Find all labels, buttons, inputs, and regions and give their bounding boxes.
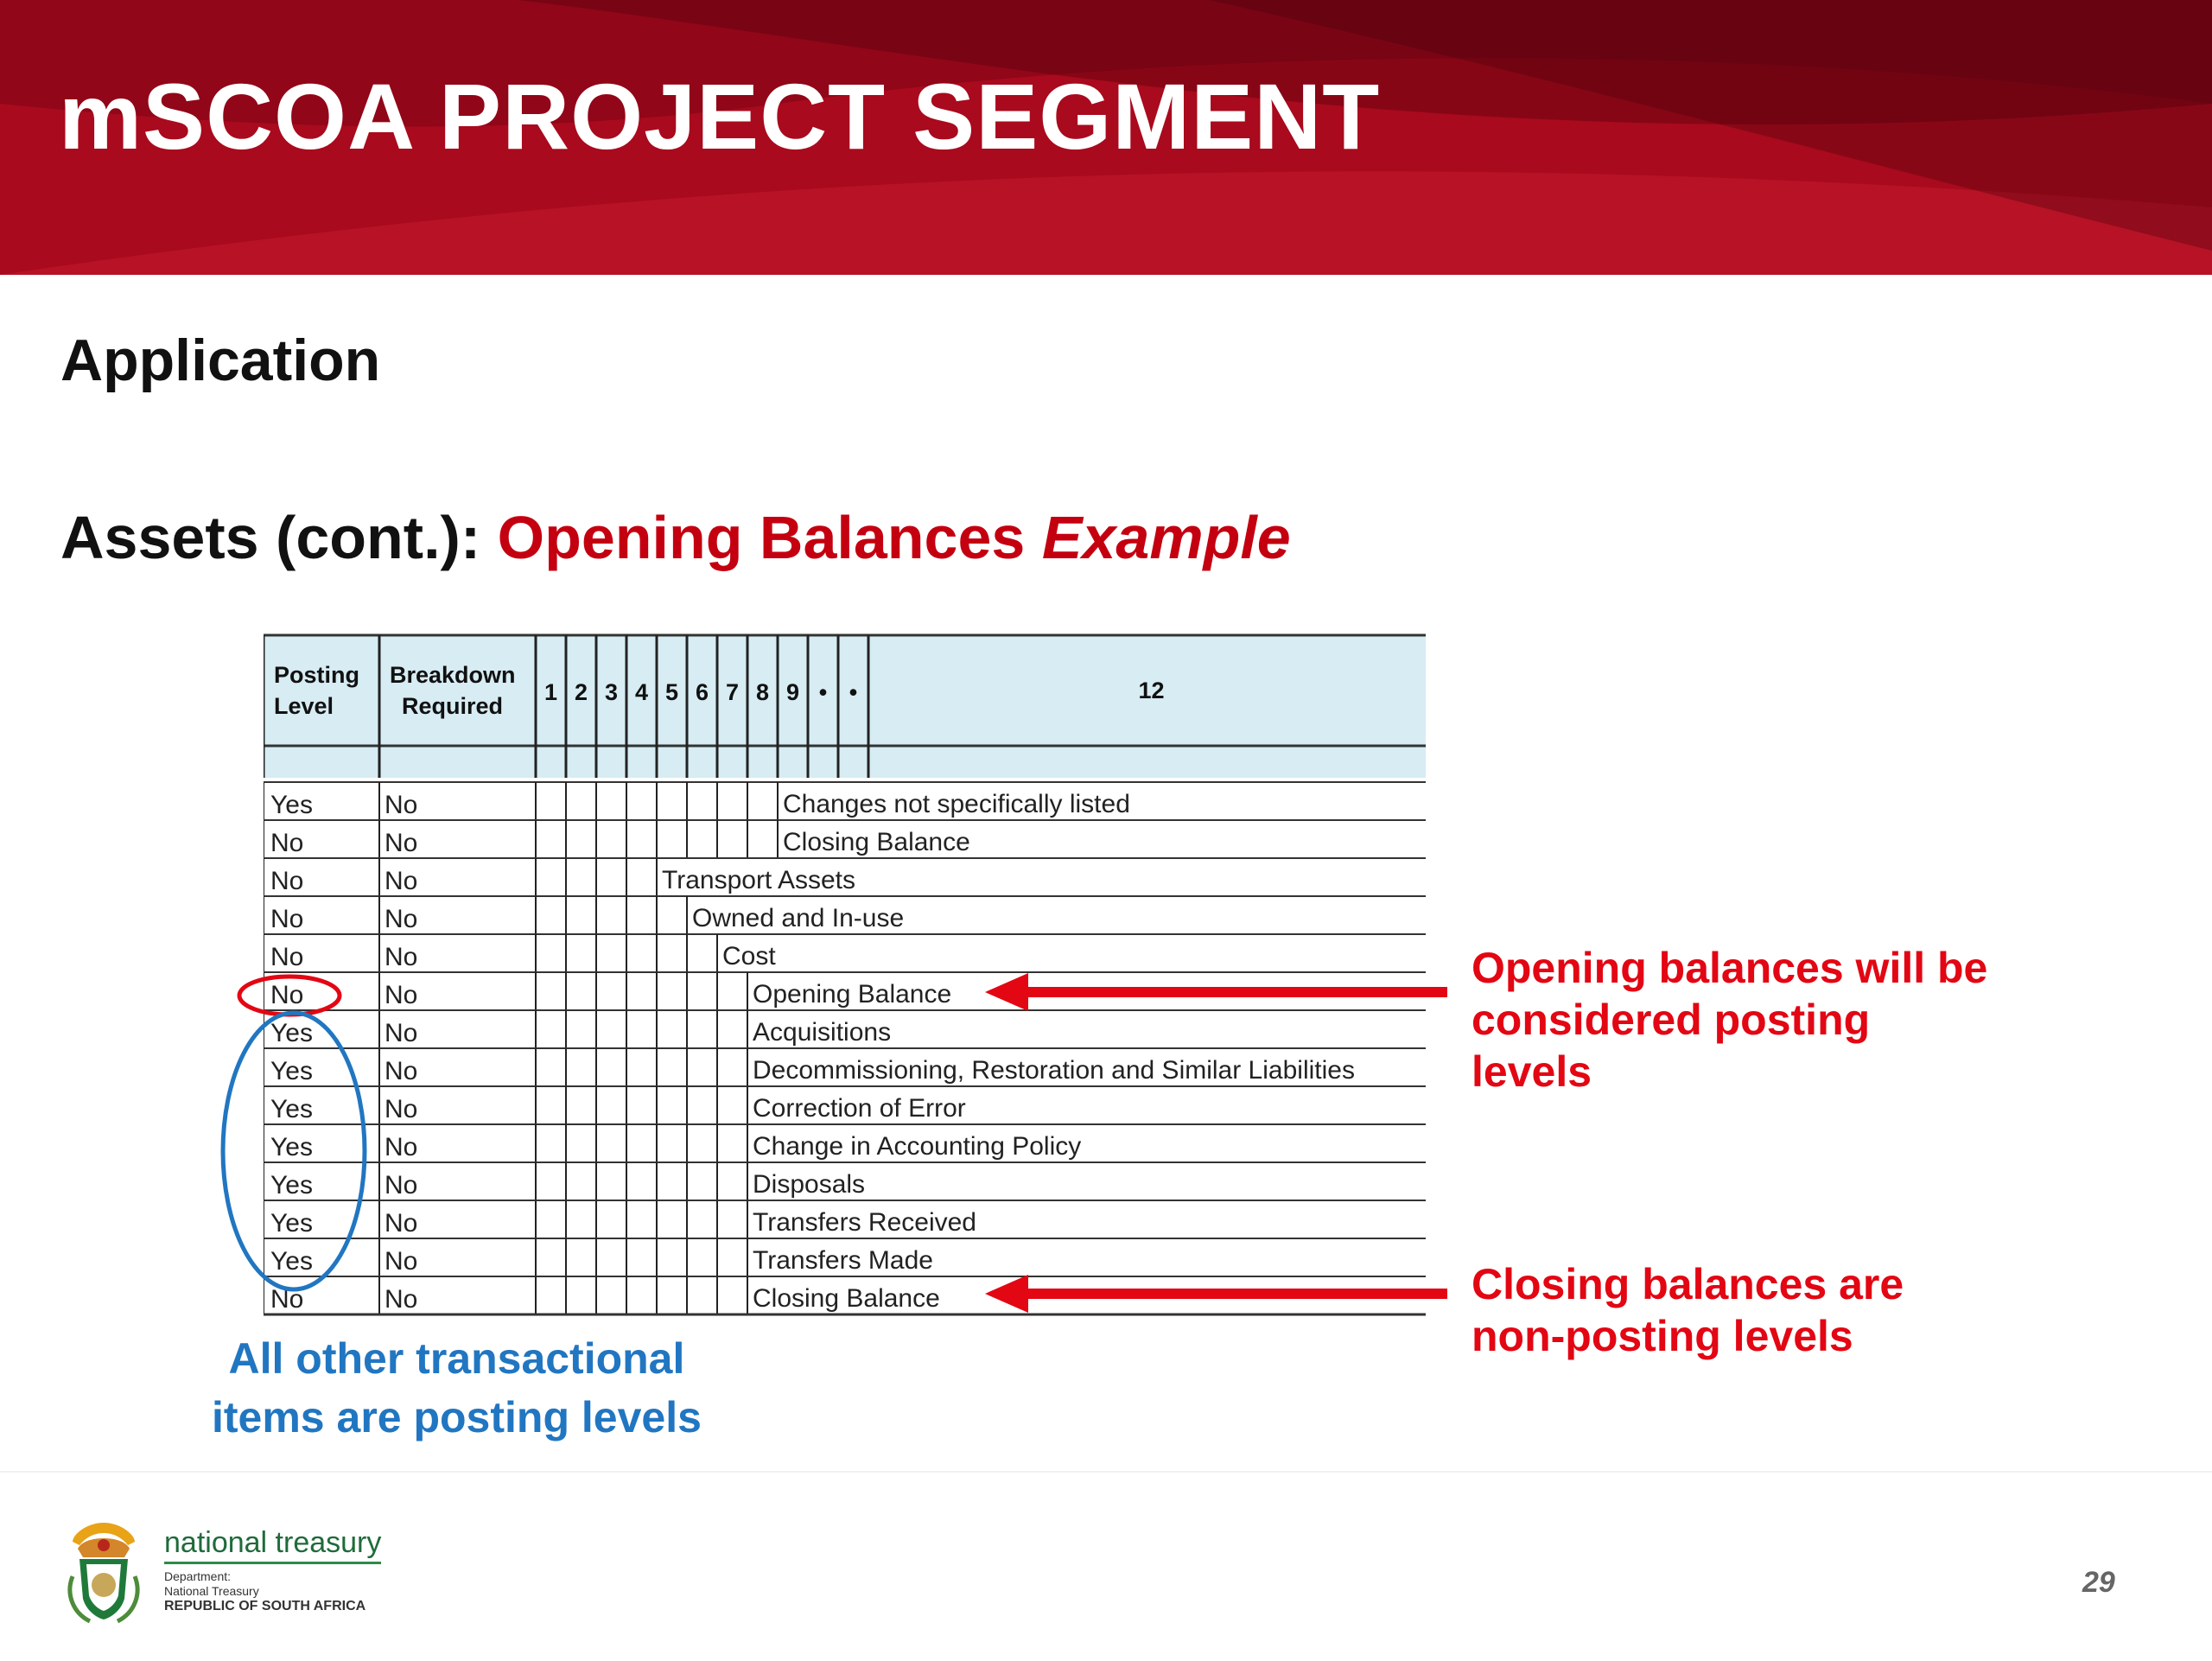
header-level-1: 1 [543,679,558,705]
header-level-10: • [818,679,828,705]
header-description-column: 12 [1138,678,1165,703]
dept-line: Department: [164,1569,232,1583]
note-posting-levels [212,1329,702,1447]
row-breakdown-required: No [385,981,418,1009]
row-description: Owned and In-use [692,904,905,932]
row-posting-level: Yes [270,1247,313,1276]
note-closing-line: Closing balances are [1471,1260,1904,1308]
row-posting-level: Yes [270,1057,313,1085]
page-number: 29 [2082,1566,2115,1599]
coat-of-arms-icon [60,1516,147,1628]
row-description: Decommissioning, Restoration and Similar Liabilities [753,1056,1355,1085]
row-description: Transfers Made [753,1246,933,1275]
header-posting-level: Posting [274,662,359,688]
header-level-2: 2 [574,679,588,705]
note-closing-balances [1471,1258,1904,1362]
row-breakdown-required: No [385,943,418,971]
footer [0,1471,2212,1661]
row-breakdown-required: No [385,905,418,933]
header-posting-level: Level [274,693,334,719]
note-posting-line: All other transactional [228,1334,685,1383]
row-breakdown-required: No [385,867,418,895]
logo-department-text [164,1569,365,1613]
header-breakdown-required: Breakdown [390,662,516,688]
row-description: Change in Accounting Policy [753,1132,1082,1161]
row-posting-level: Yes [270,1209,313,1238]
header-level-6: 6 [695,679,709,705]
row-breakdown-required: No [385,791,418,819]
dept-line: National Treasury [164,1584,259,1598]
note-opening-balances [1471,942,1987,1098]
row-breakdown-required: No [385,829,418,857]
row-posting-level: Yes [270,1095,313,1123]
row-description: Closing Balance [783,828,970,856]
posting-levels-highlight-ellipse [223,1013,365,1289]
row-posting-level: No [270,867,304,895]
sub-heading-highlight: Opening Balances [497,504,1026,571]
page-title: mSCOA PROJECT SEGMENT [59,64,1381,169]
row-description: Correction of Error [753,1094,966,1123]
opening-posting-highlight-ellipse [239,977,340,1015]
note-opening-line: Opening balances will be [1471,944,1988,992]
closing-balance-arrow-head [985,1275,1028,1313]
row-breakdown-required: No [385,1019,418,1047]
row-breakdown-required: No [385,1133,418,1161]
row-posting-level: Yes [270,1019,313,1047]
row-posting-level: No [270,943,304,971]
row-breakdown-required: No [385,1247,418,1276]
row-description: Opening Balance [753,980,952,1009]
row-description: Transport Assets [662,866,855,894]
row-description: Closing Balance [753,1284,940,1313]
row-description: Acquisitions [753,1018,892,1047]
row-posting-level: Yes [270,791,313,819]
note-opening-line: levels [1471,1047,1592,1096]
row-posting-level: No [270,905,304,933]
row-description: Transfers Received [753,1208,976,1237]
row-breakdown-required: No [385,1171,418,1200]
note-posting-line: items are posting levels [212,1393,702,1441]
header-level-7: 7 [725,679,740,705]
row-description: Disposals [753,1170,866,1199]
header-level-3: 3 [604,679,619,705]
header-breakdown-required: Required [402,693,504,719]
sub-heading-italic: Example [1041,504,1291,571]
row-posting-level: No [270,981,304,1009]
opening-balance-arrow-head [985,973,1028,1011]
country-line: REPUBLIC OF SOUTH AFRICA [164,1599,366,1613]
header-level-9: 9 [785,679,800,705]
header-level-4: 4 [634,679,649,705]
logo-wordmark: national treasury [164,1526,381,1564]
row-description: Cost [722,942,776,971]
row-posting-level: Yes [270,1133,313,1161]
header-level-5: 5 [664,679,679,705]
row-breakdown-required: No [385,1209,418,1238]
section-heading: Application [60,328,381,393]
header-level-11: • [849,679,858,705]
sub-heading-prefix: Assets (cont.): [60,504,498,571]
note-opening-line: considered posting [1471,996,1871,1044]
note-closing-line: non-posting levels [1471,1312,1853,1360]
header-level-8: 8 [755,679,770,705]
row-description: Changes not specifically listed [783,790,1130,818]
row-breakdown-required: No [385,1095,418,1123]
row-posting-level: No [270,829,304,857]
row-breakdown-required: No [385,1057,418,1085]
row-breakdown-required: No [385,1285,418,1314]
row-posting-level: Yes [270,1171,313,1200]
row-posting-level: No [270,1285,304,1314]
